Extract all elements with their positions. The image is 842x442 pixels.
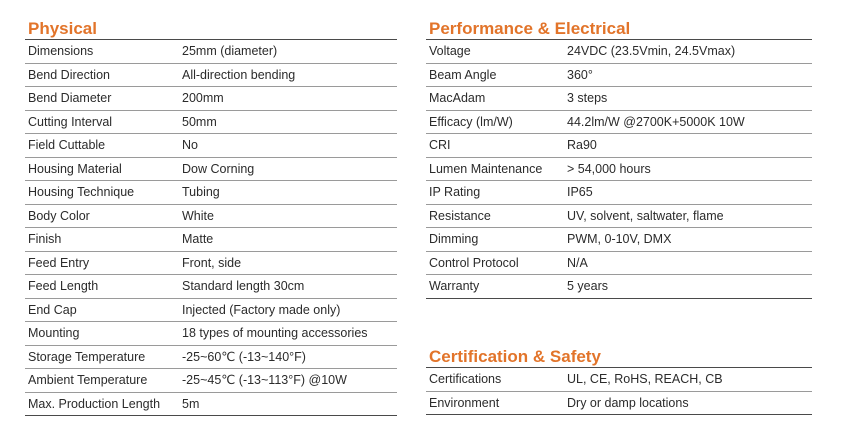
table-row [25, 322, 397, 346]
spec-value: Tubing [182, 185, 220, 199]
spec-label: Field Cuttable [28, 138, 106, 152]
spec-value: 5 years [567, 279, 608, 293]
spec-value: Standard length 30cm [182, 279, 305, 293]
spec-value: -25~60℃ (-13~140°F) [182, 349, 306, 364]
spec-value: Front, side [182, 255, 242, 270]
spec-label: Bend Direction [28, 67, 110, 82]
performance-title: Performance & Electrical [426, 16, 812, 40]
table-row [426, 40, 812, 64]
spec-label: MacAdam [429, 91, 486, 105]
table-row [25, 205, 397, 229]
spec-value: UV, solvent, saltwater, flame [567, 208, 724, 223]
spec-value: 18 types of mounting accessories [182, 326, 368, 340]
spec-label: Ambient Temperature [28, 373, 148, 387]
spec-value: No [182, 138, 198, 152]
spec-value: > 54,000 hours [567, 161, 651, 176]
certification-section [426, 344, 812, 415]
spec-label: Efficacy (lm/W) [429, 114, 513, 129]
spec-value: -25~45℃ (-13~113°F) @10W [182, 373, 347, 387]
spec-label: End Cap [28, 302, 77, 317]
table-row [25, 275, 397, 299]
table-row [25, 346, 397, 370]
physical-title: Physical [25, 16, 397, 40]
spec-value: PWM, 0-10V, DMX [567, 232, 672, 246]
physical-section [25, 16, 397, 416]
spec-value: 3 steps [567, 91, 608, 105]
spec-value: 50mm [182, 114, 217, 129]
table-row [25, 64, 397, 88]
spec-label: Beam Angle [429, 67, 497, 82]
spec-label: Warranty [429, 279, 480, 293]
table-row [426, 205, 812, 229]
spec-label: Body Color [28, 208, 90, 223]
table-row [25, 134, 397, 158]
table-row [25, 40, 397, 64]
spec-label: Cutting Interval [28, 114, 113, 129]
spec-value: 5m [182, 396, 200, 411]
spec-label: Bend Diameter [28, 91, 112, 105]
spec-value: 25mm (diameter) [182, 44, 278, 58]
spec-value: 24VDC (23.5Vmin, 24.5Vmax) [567, 44, 736, 58]
spec-label: Feed Length [28, 279, 99, 293]
certification-title: Certification & Safety [426, 344, 812, 368]
spec-value: Dry or damp locations [567, 395, 689, 410]
table-row [25, 228, 397, 252]
certification-table [426, 368, 812, 415]
spec-label: Dimensions [28, 44, 94, 58]
performance-section [426, 16, 812, 299]
spec-value: White [182, 208, 214, 223]
spec-label: Certifications [429, 372, 502, 386]
table-row [25, 252, 397, 276]
table-row [426, 392, 812, 416]
table-row [426, 158, 812, 182]
spec-value: All-direction bending [182, 67, 296, 82]
performance-table [426, 40, 812, 299]
table-row [25, 369, 397, 393]
spec-value: 360° [567, 67, 593, 82]
spec-label: Voltage [429, 44, 471, 58]
spec-value: N/A [567, 255, 588, 270]
spec-label: IP Rating [429, 185, 481, 199]
table-row [426, 111, 812, 135]
spec-label: Lumen Maintenance [429, 161, 543, 176]
table-row [25, 158, 397, 182]
table-row [426, 368, 812, 392]
table-row [25, 393, 397, 417]
spec-value: Matte [182, 232, 214, 246]
spec-value: 44.2lm/W @2700K+5000K 10W [567, 114, 745, 129]
spec-label: Housing Technique [28, 185, 135, 199]
table-row [426, 275, 812, 299]
spec-value: UL, CE, RoHS, REACH, CB [567, 372, 723, 386]
spec-value: Ra90 [567, 138, 597, 152]
table-row [426, 252, 812, 276]
table-row [25, 181, 397, 205]
table-row [25, 87, 397, 111]
table-row [25, 111, 397, 135]
spec-label: Housing Material [28, 161, 122, 176]
table-row [25, 299, 397, 323]
spec-label: Control Protocol [429, 255, 519, 270]
spec-label: Resistance [429, 208, 491, 223]
spec-value: Injected (Factory made only) [182, 302, 341, 317]
table-row [426, 87, 812, 111]
spec-label: Finish [28, 232, 62, 246]
spec-value: 200mm [182, 91, 224, 105]
spec-label: Feed Entry [28, 255, 90, 270]
table-row [426, 64, 812, 88]
spec-label: Environment [429, 395, 500, 410]
spec-label: Max. Production Length [28, 396, 161, 411]
spec-label: Mounting [28, 326, 80, 340]
physical-table [25, 40, 397, 416]
spec-label: Dimming [429, 232, 479, 246]
spec-value: IP65 [567, 185, 593, 199]
table-row [426, 228, 812, 252]
table-row [426, 181, 812, 205]
spec-label: Storage Temperature [28, 349, 146, 364]
table-row [426, 134, 812, 158]
spec-label: CRI [429, 138, 451, 152]
spec-value: Dow Corning [182, 161, 255, 176]
